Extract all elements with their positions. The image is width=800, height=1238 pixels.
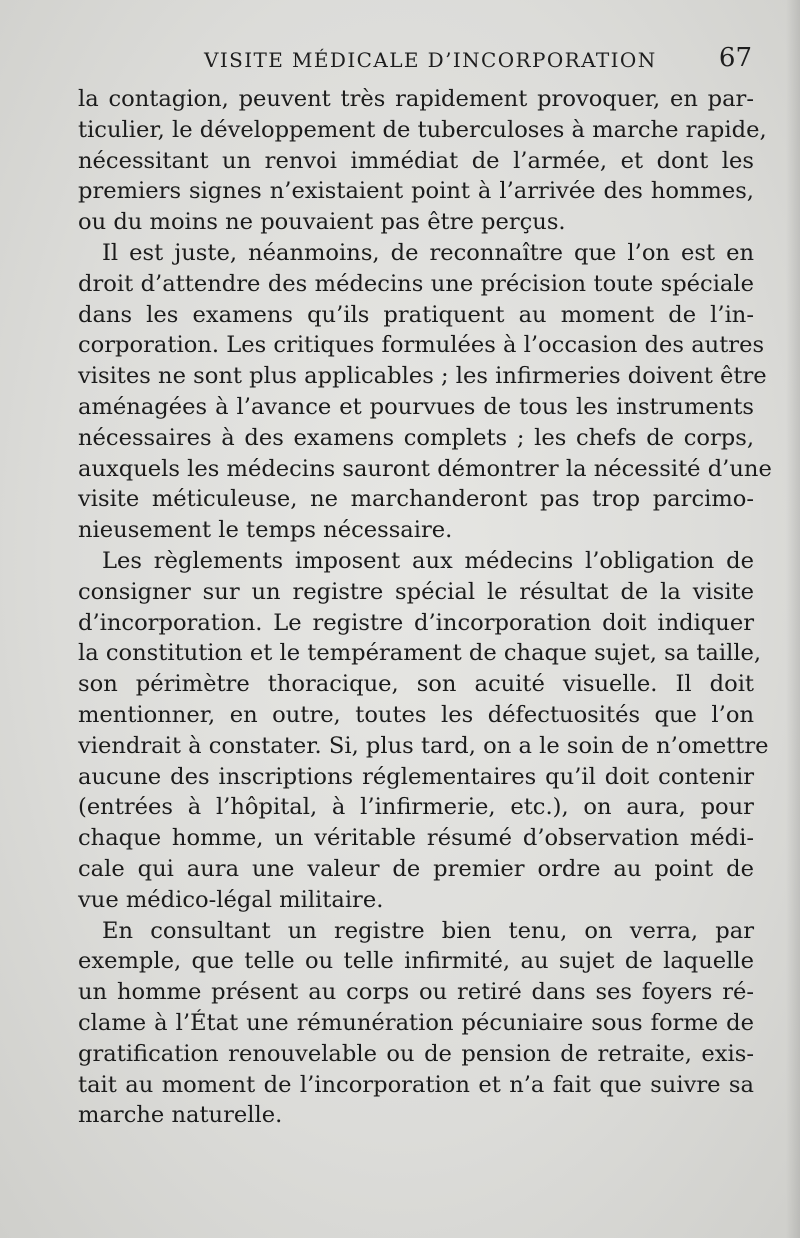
text-line: Il est juste, néanmoins, de reconnaître que l’on est en [102, 239, 754, 266]
paragraph [78, 546, 769, 916]
text-line: nécessitant un renvoi immédiat de l’armée, et dont les [78, 147, 754, 174]
text-line: consigner sur un registre spécial le résultat de la visite [78, 578, 754, 605]
text-line: premiers signes n’existaient point à l’arrivée des hommes, [78, 178, 754, 205]
text-line: clame à l’État une rémunération pécuniaire sous forme de [78, 1009, 754, 1036]
text-line: nécessaires à des examens complets ; les chefs de corps, [78, 424, 754, 451]
text-line: ou du moins ne pouvaient pas être perçus. [78, 209, 566, 236]
text-line: droit d’attendre des médecins une précision toute spéciale [78, 270, 754, 297]
text-line: ticulier, le développement de tuberculoses à marche rapide, [78, 116, 767, 143]
body-text [78, 84, 772, 1131]
text-line: chaque homme, un véritable résumé d’observation médi- [78, 825, 754, 852]
text-line: aucune des inscriptions réglementaires qu’il doit contenir [78, 763, 754, 790]
text-line: auxquels les médecins sauront démontrer la nécessité d’une [78, 455, 772, 482]
text-line: vue médico-légal militaire. [78, 886, 384, 913]
text-line: aménagées à l’avance et pourvues de tous les instruments [78, 393, 754, 420]
text-line: mentionner, en outre, toutes les défectuosités que l’on [78, 701, 754, 728]
text-line: corporation. Les critiques formulées à l’occasion des autres [78, 332, 765, 359]
text-line: exemple, que telle ou telle infirmité, au sujet de laquelle [78, 948, 754, 975]
text-line: dans les examens qu’ils pratiquent au moment de l’in- [78, 301, 754, 328]
page-number: 67 [718, 43, 752, 73]
text-line: la constitution et le tempérament de chaque sujet, sa taille, [78, 640, 762, 667]
text-line: nieusement le temps nécessaire. [78, 517, 453, 544]
text-line: un homme présent au corps ou retiré dans ses foyers ré- [78, 979, 754, 1006]
text-line: la contagion, peuvent très rapidement provoquer, en par- [78, 86, 754, 112]
running-title: VISITE MÉDICALE D’INCORPORATION [204, 48, 657, 72]
text-line: Les règlements imposent aux médecins l’obligation de [102, 547, 754, 574]
text-line: son périmètre thoracique, son acuité visuelle. Il doit [78, 671, 754, 698]
text-line: tait au moment de l’incorporation et n’a fait que suivre sa [78, 1071, 754, 1098]
text-line: gratification renouvelable ou de pension de retraite, exis- [78, 1040, 754, 1067]
text-line: En consultant un registre bien tenu, on verra, par [102, 917, 754, 944]
text-line: visites ne sont plus applicables ; les infirmeries doivent être [78, 363, 767, 390]
text-line: visite méticuleuse, ne marchanderont pas trop parcimo- [78, 486, 754, 513]
page-edge-shadow [786, 0, 800, 1238]
text-line: d’incorporation. Le registre d’incorporation doit indiquer [78, 609, 754, 636]
text-line: marche naturelle. [78, 1102, 283, 1129]
text-line: (entrées à l’hôpital, à l’infirmerie, etc.), on aura, pour [78, 794, 754, 821]
paragraph [78, 916, 754, 1132]
paragraph [78, 84, 767, 238]
page-header [82, 42, 752, 76]
text-line: viendrait à constater. Si, plus tard, on a le soin de n’omettre [78, 732, 769, 759]
text-line: cale qui aura une valeur de premier ordre au point de [78, 855, 754, 882]
paragraph [78, 238, 772, 546]
